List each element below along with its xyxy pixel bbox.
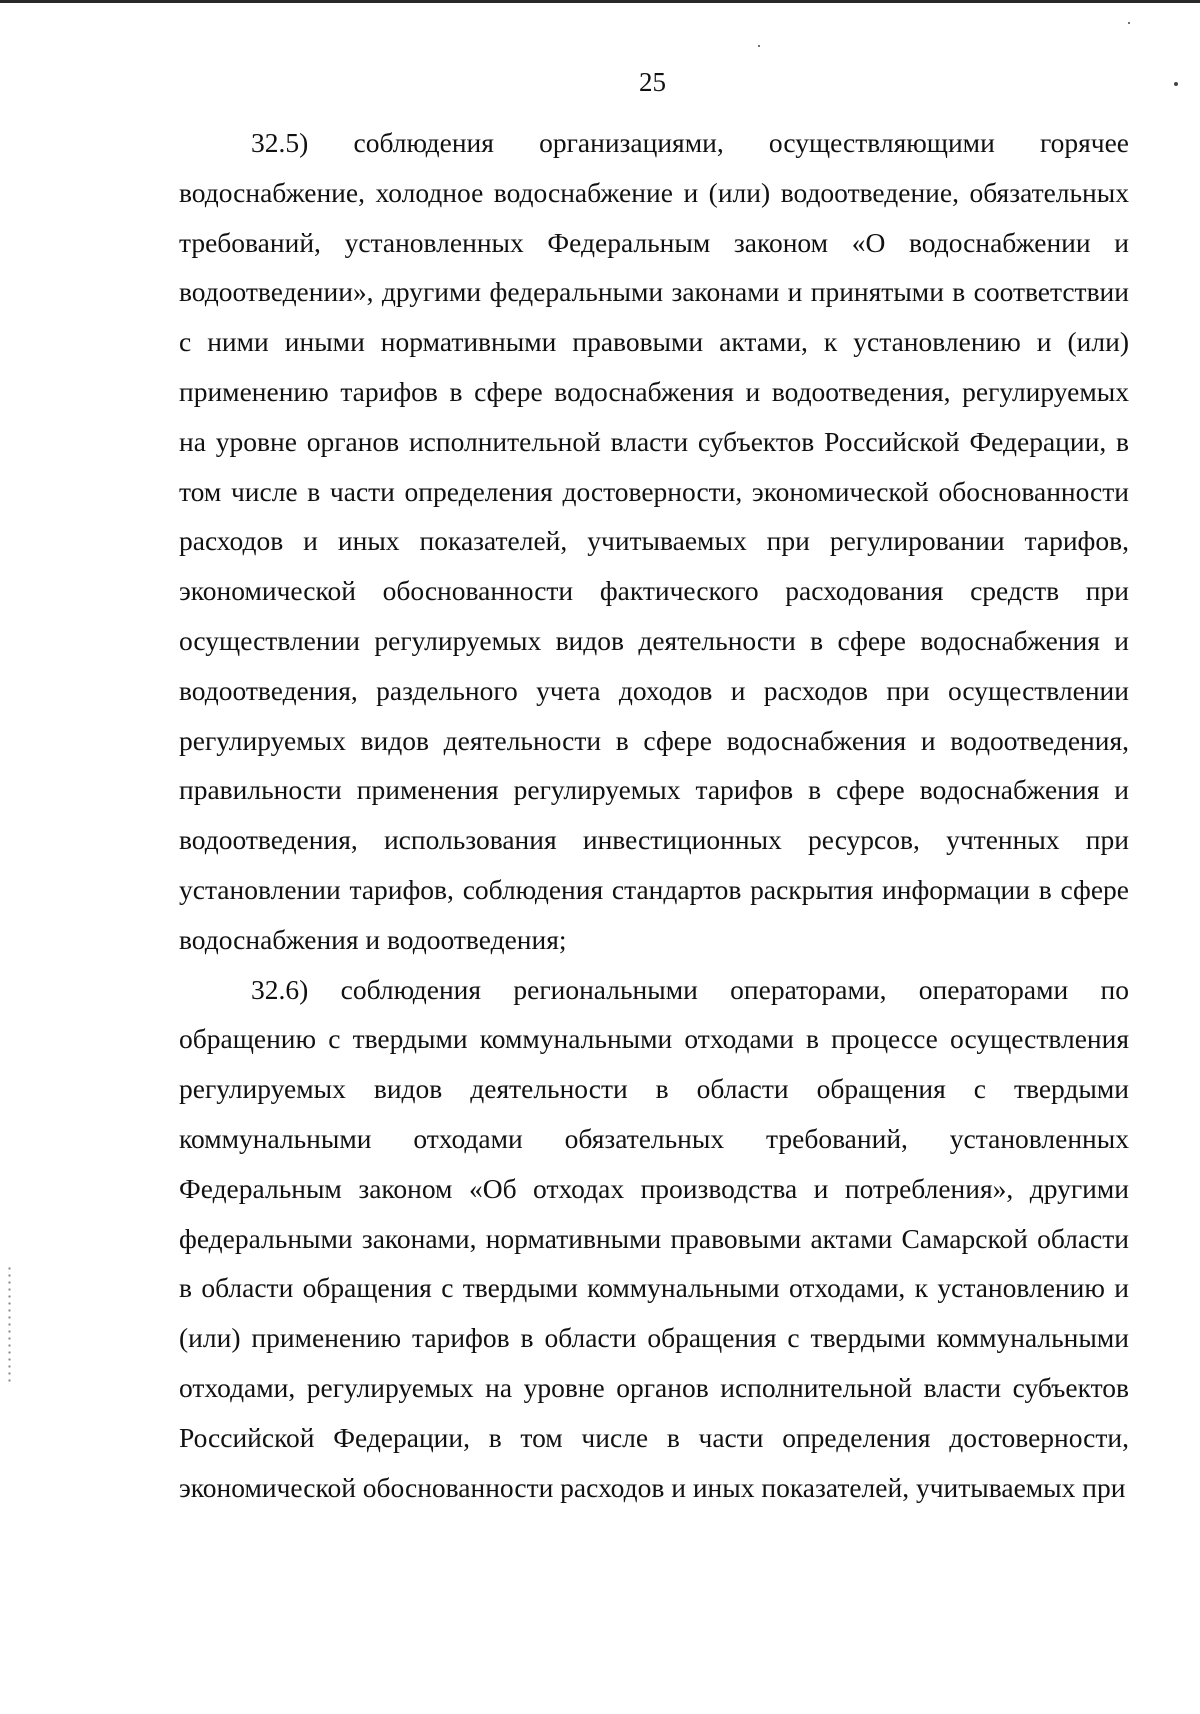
scan-speck <box>1128 22 1130 24</box>
scan-speck <box>1174 82 1178 86</box>
scan-dots <box>8 1265 11 1385</box>
document-body <box>179 118 1129 1512</box>
scan-speck <box>758 45 760 47</box>
paragraph-32-6: 32.6) соблюдения региональными операторами, операторами по обращению с твердыми коммунальными отходами в процессе осуществления регулируемых видов деятельности в области обращения с твердыми коммунальными отходами обязательных требований, установленных Федеральным законом «Об отходах производства и потребления», другими федеральными законами, нормативными правовыми актами Самарской области в области обращения с твердыми коммунальными отходами, к установлению и (или) применению тарифов в области обращения с твердыми коммунальными отходами, регулируемых на уровне органов исполнительной власти субъектов Российской Федерации, в том числе в части определения достоверности, экономической обоснованности расходов и иных показателей, учитываемых при <box>179 973 1129 1503</box>
paragraph-32-5: 32.5) соблюдения организациями, осуществляющими горячее водоснабжение, холодное водоснабжение и (или) водоотведение, обязательных требований, установленных Федеральным законом «О водоснабжении и водоотведении», другими федеральными законами и принятыми в соответствии с ними иными нормативными правовыми актами, к установлению и (или) применению тарифов в сфере водоснабжения и водоотведения, регулируемых на уровне органов исполнительной власти субъектов Российской Федерации, в том числе в части определения достоверности, экономической обоснованности расходов и иных показателей, учитываемых при регулировании тарифов, экономической обоснованности фактического расходования средств при осуществлении регулируемых видов деятельности в сфере водоснабжения и водоотведения, раздельного учета доходов и расходов при осуществлении регулируемых видов деятельности в сфере водоснабжения и водоотведения, правильности применения регулируемых тарифов в сфере водоснабжения и водоотведения, использования инвестиционных ресурсов, учтенных при установлении тарифов, соблюдения стандартов раскрытия информации в сфере водоснабжения и водоотведения; <box>179 127 1129 955</box>
page-number: 25 <box>639 67 666 97</box>
top-border-line <box>0 0 1200 3</box>
